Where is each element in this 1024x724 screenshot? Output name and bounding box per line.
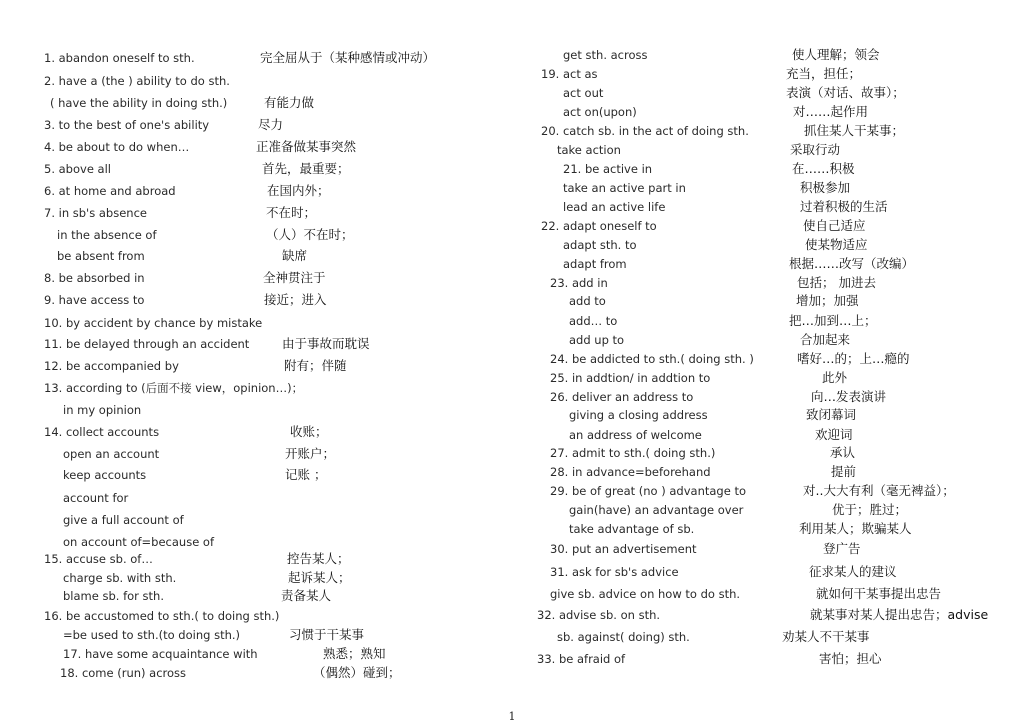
phrase-chinese: 合加起来 bbox=[800, 332, 851, 347]
left-column-entry bbox=[0, 226, 512, 244]
left-column-entry bbox=[0, 314, 512, 332]
right-column-entry bbox=[512, 650, 1024, 668]
phrase-chinese: 表演（对话、故事）； bbox=[786, 85, 905, 100]
phrase-english: 30. put an advertisement bbox=[550, 542, 697, 556]
phrase-english: add… to bbox=[569, 314, 618, 328]
phrase-english: 18. come (run) across bbox=[60, 666, 187, 680]
phrase-english: 5. above all bbox=[44, 162, 111, 176]
phrase-english: 12. be accompanied by bbox=[44, 359, 179, 373]
phrase-english: 4. be about to do when… bbox=[44, 140, 190, 154]
phrase-chinese: 使人理解；领会 bbox=[792, 47, 880, 62]
phrase-english: =be used to sth.(to doing sth.) bbox=[63, 628, 241, 642]
phrase-english: gain(have) an advantage over bbox=[569, 503, 744, 517]
phrase-chinese: 习惯于干某事 bbox=[289, 627, 365, 642]
right-column-entry bbox=[512, 141, 1024, 159]
phrase-chinese: （人）不在时； bbox=[266, 227, 354, 242]
phrase-english: 28. in advance=beforehand bbox=[550, 465, 711, 479]
phrase-english: sb. against( doing) sth. bbox=[557, 630, 690, 644]
left-column-entry bbox=[0, 116, 512, 134]
phrase-english: take an active part in bbox=[563, 181, 686, 195]
phrase-chinese: 尽力 bbox=[258, 117, 284, 132]
phrase-chinese: 就某事对某人提出忠告；advise bbox=[810, 607, 989, 622]
phrase-chinese: 对……起作用 bbox=[793, 104, 869, 119]
right-column-entry bbox=[512, 563, 1024, 581]
left-column-entry bbox=[0, 204, 512, 222]
phrase-english: 16. be accustomed to sth.( to doing sth.) bbox=[44, 609, 280, 623]
phrase-english: adapt sth. to bbox=[563, 238, 637, 252]
phrase-english: in my opinion bbox=[63, 403, 142, 417]
left-column-entry bbox=[0, 626, 512, 644]
phrase-english: 29. be of great (no ) advantage to bbox=[550, 484, 747, 498]
left-column-entry bbox=[0, 357, 512, 375]
right-column-entry bbox=[512, 501, 1024, 519]
right-column-entry bbox=[512, 236, 1024, 254]
phrase-english: keep accounts bbox=[63, 468, 147, 482]
left-column-entry bbox=[0, 269, 512, 287]
phrase-chinese: 起诉某人； bbox=[288, 570, 351, 585]
right-column-entry bbox=[512, 426, 1024, 444]
phrase-chinese: 过着积极的生活 bbox=[800, 199, 888, 214]
right-column-entry bbox=[512, 160, 1024, 178]
phrase-english: in the absence of bbox=[57, 228, 157, 242]
phrase-english: take advantage of sb. bbox=[569, 522, 695, 536]
phrase-english: give sb. advice on how to do sth. bbox=[550, 587, 741, 601]
phrase-chinese: 对..大大有利（毫无裨益）； bbox=[803, 483, 955, 498]
phrase-chinese: 包括； 加进去 bbox=[797, 275, 876, 290]
phrase-english: 21. be active in bbox=[563, 162, 653, 176]
phrase-chinese: 熟悉；熟知 bbox=[323, 646, 386, 661]
left-column-entry bbox=[0, 607, 512, 625]
phrase-chinese: （偶然）碰到； bbox=[313, 665, 401, 680]
phrase-english: act on(upon) bbox=[563, 105, 637, 119]
phrase-english: give a full account of bbox=[63, 513, 184, 527]
phrase-chinese: 记账 ； bbox=[285, 467, 327, 482]
phrase-chinese: 致闭幕词 bbox=[806, 407, 857, 422]
right-column-entry bbox=[512, 540, 1024, 558]
phrase-english: lead an active life bbox=[563, 200, 666, 214]
phrase-english: 27. admit to sth.( doing sth.) bbox=[550, 446, 716, 460]
phrase-chinese: 使自己适应 bbox=[803, 218, 866, 233]
phrase-chinese: 使某物适应 bbox=[805, 237, 868, 252]
phrase-english: open an account bbox=[63, 447, 160, 461]
phrase-english: adapt from bbox=[563, 257, 627, 271]
right-column-entry bbox=[512, 292, 1024, 310]
phrase-english: an address of welcome bbox=[569, 428, 702, 442]
phrase-chinese: 此外 bbox=[822, 370, 848, 385]
left-column-entry bbox=[0, 533, 512, 551]
right-column-entry bbox=[512, 628, 1024, 646]
phrase-english: 25. in addtion/ in addtion to bbox=[550, 371, 711, 385]
left-column-entry bbox=[0, 664, 512, 682]
right-column-entry bbox=[512, 350, 1024, 368]
phrase-chinese: 利用某人；欺骗某人 bbox=[799, 521, 912, 536]
right-column-entry bbox=[512, 65, 1024, 83]
phrase-english: blame sb. for sth. bbox=[63, 589, 164, 603]
phrase-chinese: 增加；加强 bbox=[796, 293, 859, 308]
left-column-entry bbox=[0, 645, 512, 663]
right-column-entry bbox=[512, 84, 1024, 102]
phrase-english: 11. be delayed through an accident bbox=[44, 337, 250, 351]
phrase-chinese: 根据……改写（改编） bbox=[789, 256, 915, 271]
phrase-english: charge sb. with sth. bbox=[63, 571, 177, 585]
phrase-english: on account of=because of bbox=[63, 535, 215, 549]
phrase-chinese: 登广告 bbox=[823, 541, 861, 556]
phrase-chinese: 由于事故而耽误 bbox=[282, 336, 370, 351]
phrase-english: 19. act as bbox=[541, 67, 598, 81]
right-column-entry bbox=[512, 217, 1024, 235]
phrase-chinese: 缺席 bbox=[282, 248, 308, 263]
left-column-entry bbox=[0, 379, 512, 397]
right-column-entry bbox=[512, 388, 1024, 406]
phrase-english: 8. be absorbed in bbox=[44, 271, 145, 285]
phrase-english: 14. collect accounts bbox=[44, 425, 160, 439]
phrase-chinese: 不在时； bbox=[266, 205, 317, 220]
right-column-entry bbox=[512, 444, 1024, 462]
right-column-entry bbox=[512, 255, 1024, 273]
left-column-entry bbox=[0, 182, 512, 200]
phrase-english: 32. advise sb. on sth. bbox=[537, 608, 661, 622]
phrase-chinese: 完全屈从于（某种感情或冲动） bbox=[260, 50, 436, 65]
left-column-entry bbox=[0, 160, 512, 178]
phrase-english: add up to bbox=[569, 333, 625, 347]
phrase-chinese: 就如何干某事提出忠告 bbox=[816, 586, 942, 601]
right-column-entry bbox=[512, 331, 1024, 349]
phrase-english: 6. at home and abroad bbox=[44, 184, 176, 198]
phrase-chinese: 欢迎词 bbox=[815, 427, 853, 442]
left-column-entry bbox=[0, 466, 512, 484]
phrase-chinese: 控告某人； bbox=[287, 551, 350, 566]
phrase-english: 13. according to (后面不接 view，opinion…)； bbox=[44, 381, 304, 395]
left-column-entry bbox=[0, 489, 512, 507]
phrase-english: 3. to the best of one's ability bbox=[44, 118, 210, 132]
right-column-entry bbox=[512, 406, 1024, 424]
left-column-entry bbox=[0, 94, 512, 112]
phrase-chinese: 向…发表演讲 bbox=[811, 389, 887, 404]
phrase-chinese: 提前 bbox=[831, 464, 857, 479]
phrase-english: act out bbox=[563, 86, 604, 100]
phrase-chinese: 劝某人不干某事 bbox=[782, 629, 870, 644]
phrase-chinese: 害怕；担心 bbox=[819, 651, 882, 666]
phrase-chinese: 全神贯注于 bbox=[263, 270, 326, 285]
phrase-english: add to bbox=[569, 294, 606, 308]
right-column-entry bbox=[512, 482, 1024, 500]
phrase-english: 24. be addicted to sth.( doing sth. ) bbox=[550, 352, 754, 366]
right-column-entry bbox=[512, 46, 1024, 64]
phrase-english: 26. deliver an address to bbox=[550, 390, 694, 404]
left-column-entry bbox=[0, 401, 512, 419]
left-column-entry bbox=[0, 291, 512, 309]
left-column-entry bbox=[0, 587, 512, 605]
phrase-chinese: 积极参加 bbox=[800, 180, 851, 195]
left-column-entry bbox=[0, 247, 512, 265]
phrase-chinese: 接近；进入 bbox=[264, 292, 327, 307]
phrase-english: 31. ask for sb's advice bbox=[550, 565, 679, 579]
phrase-chinese: 把…加到…上； bbox=[789, 313, 877, 328]
left-column-entry bbox=[0, 569, 512, 587]
phrase-english: be absent from bbox=[57, 249, 145, 263]
phrase-english: 7. in sb's absence bbox=[44, 206, 147, 220]
phrase-chinese: 优于；胜过； bbox=[832, 502, 908, 517]
right-column-entry bbox=[512, 122, 1024, 140]
phrase-english: 23. add in bbox=[550, 276, 608, 290]
phrase-chinese: 充当，担任； bbox=[786, 66, 862, 81]
phrase-english: 2. have a (the ) ability to do sth. bbox=[44, 74, 230, 88]
phrase-chinese: 首先，最重要； bbox=[262, 161, 350, 176]
phrase-english: take action bbox=[557, 143, 621, 157]
right-column-entry bbox=[512, 606, 1024, 624]
phrase-chinese: 收账； bbox=[290, 424, 328, 439]
phrase-chinese: 开账户； bbox=[285, 446, 336, 461]
phrase-chinese: 采取行动 bbox=[790, 142, 841, 157]
right-column-entry bbox=[512, 312, 1024, 330]
right-column-entry bbox=[512, 198, 1024, 216]
right-column-entry bbox=[512, 520, 1024, 538]
left-column-entry bbox=[0, 49, 512, 67]
phrase-english: get sth. across bbox=[563, 48, 648, 62]
phrase-english: 1. abandon oneself to sth. bbox=[44, 51, 195, 65]
phrase-chinese: 附有；伴随 bbox=[284, 358, 347, 373]
phrase-english: 15. accuse sb. of… bbox=[44, 552, 153, 566]
phrase-english: 20. catch sb. in the act of doing sth. bbox=[541, 124, 749, 138]
phrase-english: ( have the ability in doing sth.) bbox=[50, 96, 228, 110]
phrase-english: account for bbox=[63, 491, 129, 505]
left-column-entry bbox=[0, 511, 512, 529]
left-column-entry bbox=[0, 335, 512, 353]
left-column-entry bbox=[0, 423, 512, 441]
phrase-english: 33. be afraid of bbox=[537, 652, 626, 666]
phrase-english: 9. have access to bbox=[44, 293, 145, 307]
left-column-entry bbox=[0, 445, 512, 463]
phrase-chinese: 嗜好…的；上…瘾的 bbox=[797, 351, 910, 366]
right-column-entry bbox=[512, 463, 1024, 481]
right-column-entry bbox=[512, 274, 1024, 292]
page-number: 1 bbox=[508, 710, 516, 723]
phrase-english: 17. have some acquaintance with bbox=[63, 647, 258, 661]
phrase-chinese: 征求某人的建议 bbox=[809, 564, 897, 579]
phrase-chinese: 在……积极 bbox=[792, 161, 855, 176]
left-column-entry bbox=[0, 550, 512, 568]
phrase-english: 22. adapt oneself to bbox=[541, 219, 657, 233]
phrase-english: giving a closing address bbox=[569, 408, 708, 422]
left-column-entry bbox=[0, 138, 512, 156]
phrase-chinese: 责备某人 bbox=[281, 588, 332, 603]
right-column-entry bbox=[512, 103, 1024, 121]
right-column-entry bbox=[512, 179, 1024, 197]
phrase-chinese: 承认 bbox=[830, 445, 856, 460]
right-column-entry bbox=[512, 585, 1024, 603]
phrase-chinese: 在国内外； bbox=[267, 183, 330, 198]
phrase-chinese: 抓住某人干某事； bbox=[804, 123, 905, 138]
right-column-entry bbox=[512, 369, 1024, 387]
left-column-entry bbox=[0, 72, 512, 90]
phrase-chinese: 有能力做 bbox=[264, 95, 315, 110]
phrase-chinese: 正准备做某事突然 bbox=[256, 139, 357, 154]
phrase-english: 10. by accident by chance by mistake bbox=[44, 316, 263, 330]
